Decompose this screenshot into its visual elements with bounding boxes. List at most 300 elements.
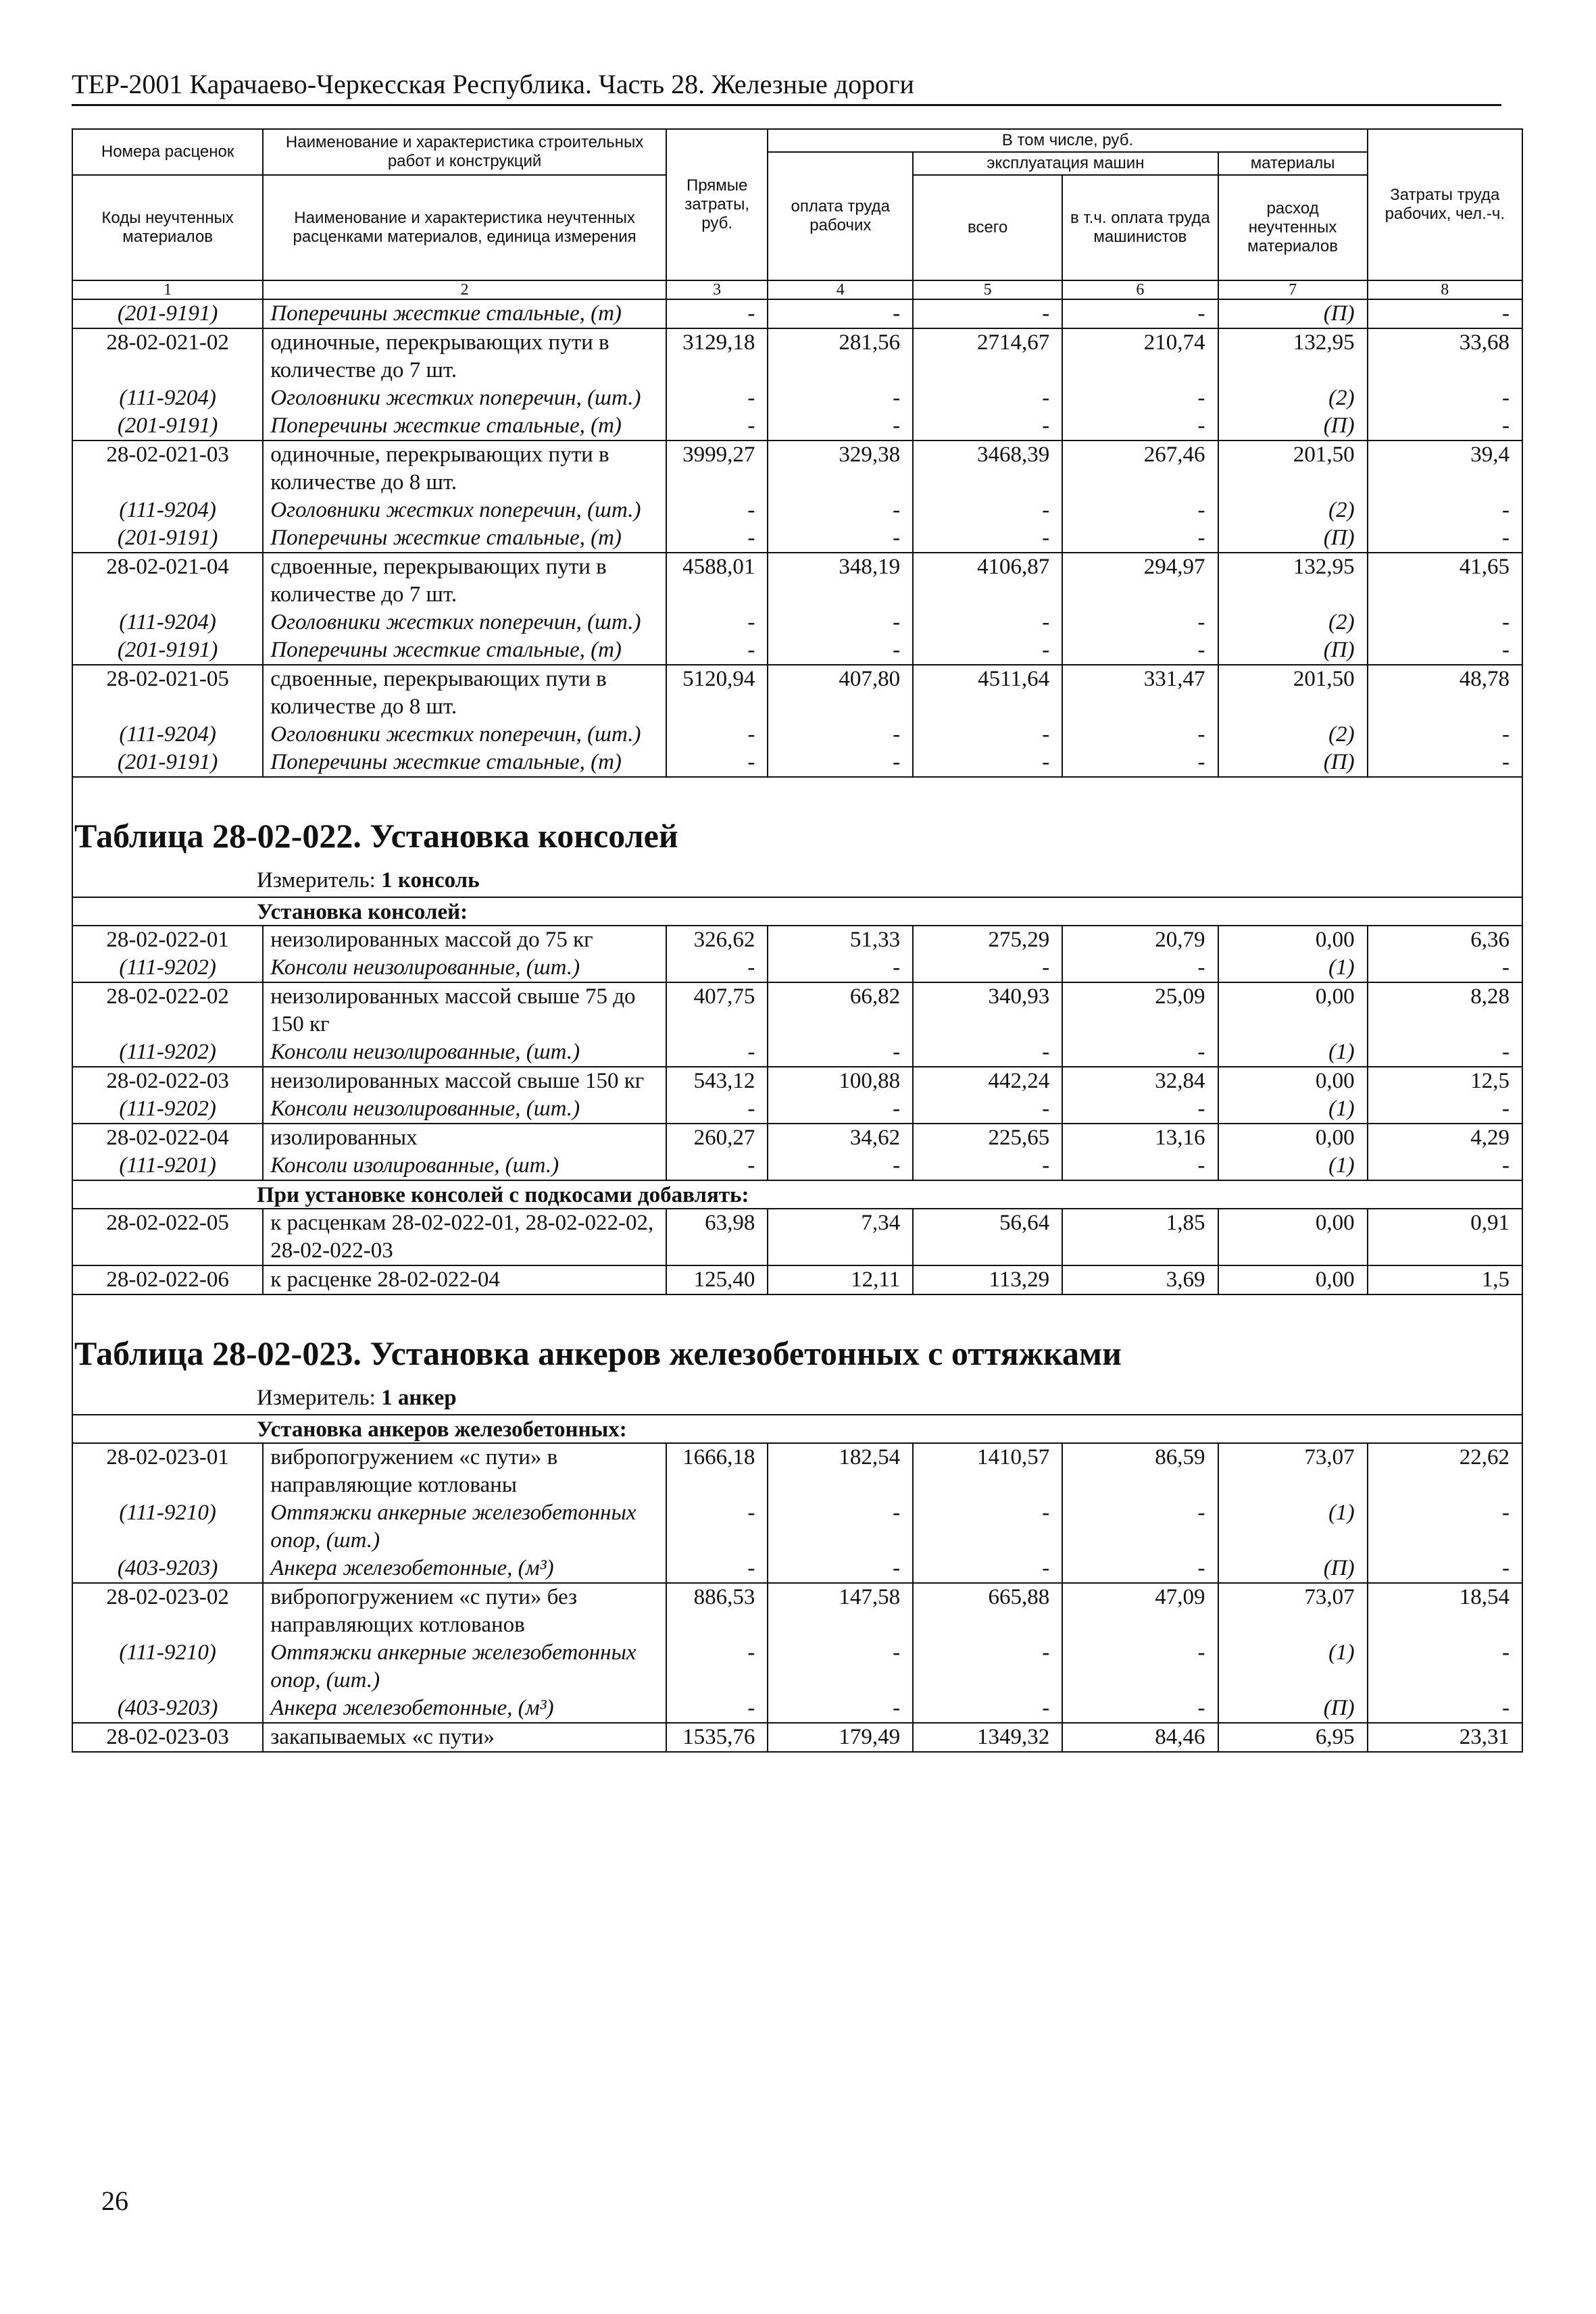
value-cell: 39,4 — [1368, 441, 1522, 497]
value-cell: - — [768, 1639, 913, 1694]
value-cell: 66,82 — [768, 982, 913, 1038]
value-cell: 73,07 — [1218, 1443, 1368, 1499]
value-cell: 331,47 — [1062, 665, 1218, 721]
rate-row — [72, 982, 1522, 1038]
value-cell: - — [768, 954, 913, 982]
rate-row — [72, 1443, 1522, 1499]
value-cell: - — [768, 609, 913, 636]
rate-row — [72, 665, 1522, 721]
value-cell: 201,50 — [1218, 441, 1368, 497]
work-description: вибропогружением «с пути» в направляющие котлованы — [263, 1443, 666, 1499]
value-cell: - — [913, 1095, 1062, 1124]
rate-code: 28-02-021-03 — [72, 441, 263, 497]
value-cell: (1) — [1218, 1639, 1368, 1694]
value-cell: - — [1368, 1499, 1522, 1555]
value-cell: 3,69 — [1062, 1265, 1218, 1294]
column-number: 6 — [1062, 280, 1218, 299]
rate-row — [72, 926, 1522, 954]
header-including: В том числе, руб. — [768, 129, 1367, 152]
rate-row — [72, 1583, 1522, 1639]
section-heading: Установка анкеров железобетонных: — [72, 1415, 1522, 1443]
value-cell: - — [666, 1095, 768, 1124]
header-machines: эксплуатация машин — [913, 152, 1218, 175]
value-cell: 8,28 — [1368, 982, 1522, 1038]
value-cell: - — [768, 1095, 913, 1124]
value-cell: - — [666, 1499, 768, 1555]
value-cell: - — [666, 524, 768, 553]
value-cell: - — [1062, 412, 1218, 441]
column-number: 3 — [666, 280, 768, 299]
value-cell: 12,5 — [1368, 1067, 1522, 1095]
value-cell: - — [913, 609, 1062, 636]
value-cell: 47,09 — [1062, 1583, 1218, 1639]
value-cell: - — [1368, 299, 1522, 328]
material-code: (201-9191) — [72, 299, 263, 328]
value-cell: - — [1062, 1095, 1218, 1124]
section-heading-row — [72, 1415, 1522, 1443]
material-row — [72, 954, 1522, 982]
material-name: Консоли неизолированные, (шт.) — [263, 954, 666, 982]
rate-row — [72, 441, 1522, 497]
header-materials: материалы — [1218, 152, 1368, 175]
unit-line — [257, 1386, 457, 1410]
work-description: неизолированных массой свыше 75 до 150 кг — [263, 982, 666, 1038]
value-cell: 3999,27 — [666, 441, 768, 497]
header-labor-pay: оплата труда рабочих — [768, 152, 913, 280]
header-col1-bottom: Коды неучтенных материалов — [72, 175, 263, 280]
value-cell: 275,29 — [913, 926, 1062, 954]
value-cell: 63,98 — [666, 1209, 768, 1265]
material-row — [72, 384, 1522, 412]
value-cell: 225,65 — [913, 1124, 1062, 1152]
column-number: 8 — [1368, 280, 1522, 299]
work-description: сдвоенные, перекрывающих пути в количестве до 8 шт. — [263, 665, 666, 721]
value-cell: - — [768, 299, 913, 328]
value-cell: - — [666, 1555, 768, 1583]
value-cell: - — [913, 299, 1062, 328]
section-heading: Установка консолей: — [72, 897, 1522, 926]
material-code: (111-9210) — [72, 1639, 263, 1694]
value-cell: 4588,01 — [666, 553, 768, 609]
value-cell: 0,00 — [1218, 1209, 1368, 1265]
unit-value: 1 анкер — [381, 1386, 457, 1410]
column-numbers-row — [72, 280, 1522, 299]
value-cell: - — [1062, 636, 1218, 665]
value-cell: 100,88 — [768, 1067, 913, 1095]
value-cell: - — [768, 749, 913, 777]
material-row — [72, 497, 1522, 524]
value-cell: 326,62 — [666, 926, 768, 954]
value-cell: 147,58 — [768, 1583, 913, 1639]
material-row — [72, 524, 1522, 553]
material-name: Оголовники жестких поперечин, (шт.) — [263, 609, 666, 636]
table-body — [72, 280, 1522, 1752]
value-cell: 340,93 — [913, 982, 1062, 1038]
value-cell: 0,00 — [1218, 982, 1368, 1038]
value-cell: 267,46 — [1062, 441, 1218, 497]
material-name: Оголовники жестких поперечин, (шт.) — [263, 384, 666, 412]
material-name: Оголовники жестких поперечин, (шт.) — [263, 721, 666, 749]
value-cell: (П) — [1218, 1694, 1368, 1723]
value-cell: - — [1368, 1694, 1522, 1723]
value-cell: - — [1062, 524, 1218, 553]
rate-code: 28-02-023-02 — [72, 1583, 263, 1639]
material-name: Анкера железобетонные, (м³) — [263, 1555, 666, 1583]
value-cell: - — [1062, 1555, 1218, 1583]
work-description: сдвоенные, перекрывающих пути в количестве до 7 шт. — [263, 553, 666, 609]
work-description: закапываемых «с пути» — [263, 1723, 666, 1752]
value-cell: 51,33 — [768, 926, 913, 954]
value-cell: - — [1062, 1639, 1218, 1694]
value-cell: - — [666, 636, 768, 665]
rate-code: 28-02-022-01 — [72, 926, 263, 954]
value-cell: - — [768, 1694, 913, 1723]
value-cell: - — [913, 1694, 1062, 1723]
material-code: (111-9204) — [72, 384, 263, 412]
header-col2-top: Наименование и характеристика строительных работ и конструкций — [263, 129, 666, 175]
material-code: (111-9204) — [72, 609, 263, 636]
material-row — [72, 1555, 1522, 1583]
column-number: 4 — [768, 280, 913, 299]
value-cell: - — [1368, 721, 1522, 749]
value-cell: 4,29 — [1368, 1124, 1522, 1152]
value-cell: - — [1368, 497, 1522, 524]
value-cell: 32,84 — [1062, 1067, 1218, 1095]
value-cell: (2) — [1218, 609, 1368, 636]
work-description: неизолированных массой до 75 кг — [263, 926, 666, 954]
rate-row — [72, 1265, 1522, 1294]
value-cell: (1) — [1218, 1038, 1368, 1067]
value-cell: 84,46 — [1062, 1723, 1218, 1752]
value-cell: 73,07 — [1218, 1583, 1368, 1639]
table-title-row — [72, 777, 1522, 865]
value-cell: 33,68 — [1368, 328, 1522, 384]
column-number: 1 — [72, 280, 263, 299]
value-cell: - — [1062, 609, 1218, 636]
value-cell: 1,85 — [1062, 1209, 1218, 1265]
value-cell: 18,54 — [1368, 1583, 1522, 1639]
value-cell: - — [666, 299, 768, 328]
value-cell: 543,12 — [666, 1067, 768, 1095]
material-code: (111-9210) — [72, 1499, 263, 1555]
value-cell: 886,53 — [666, 1583, 768, 1639]
value-cell: 86,59 — [1062, 1443, 1218, 1499]
value-cell: 348,19 — [768, 553, 913, 609]
header-machinists-pay: в т.ч. оплата труда машинистов — [1062, 175, 1218, 280]
value-cell: - — [666, 1694, 768, 1723]
value-cell: 260,27 — [666, 1124, 768, 1152]
value-cell: - — [666, 384, 768, 412]
value-cell: (1) — [1218, 1499, 1368, 1555]
value-cell: - — [666, 497, 768, 524]
value-cell: - — [1062, 1038, 1218, 1067]
value-cell: 3129,18 — [666, 328, 768, 384]
material-row — [72, 1152, 1522, 1180]
page-header — [72, 65, 1501, 106]
value-cell: 25,09 — [1062, 982, 1218, 1038]
section-heading-row — [72, 1180, 1522, 1209]
table-title: Таблица 28-02-023. Установка анкеров железобетонных с оттяжками — [72, 1294, 1522, 1383]
work-description: вибропогружением «с пути» без направляющих котлованов — [263, 1583, 666, 1639]
material-row — [72, 721, 1522, 749]
value-cell: 407,80 — [768, 665, 913, 721]
value-cell: - — [666, 954, 768, 982]
material-name: Поперечины жесткие стальные, (т) — [263, 636, 666, 665]
rate-row — [72, 1124, 1522, 1152]
value-cell: - — [666, 609, 768, 636]
value-cell: 113,29 — [913, 1265, 1062, 1294]
value-cell: (1) — [1218, 1152, 1368, 1180]
value-cell: 1410,57 — [913, 1443, 1062, 1499]
value-cell: 13,16 — [1062, 1124, 1218, 1152]
value-cell: - — [1368, 1555, 1522, 1583]
value-cell: (П) — [1218, 299, 1368, 328]
value-cell: 0,00 — [1218, 1124, 1368, 1152]
header-machines-total: всего — [913, 175, 1062, 280]
value-cell: 1535,76 — [666, 1723, 768, 1752]
value-cell: 12,11 — [768, 1265, 913, 1294]
value-cell: - — [768, 636, 913, 665]
material-name: Оголовники жестких поперечин, (шт.) — [263, 497, 666, 524]
material-code: (111-9204) — [72, 497, 263, 524]
value-cell: 329,38 — [768, 441, 913, 497]
value-cell: (П) — [1218, 1555, 1368, 1583]
value-cell: 442,24 — [913, 1067, 1062, 1095]
material-code: (201-9191) — [72, 524, 263, 553]
value-cell: 0,91 — [1368, 1209, 1522, 1265]
value-cell: 132,95 — [1218, 553, 1368, 609]
material-name: Оттяжки анкерные железобетонных опор, (шт.) — [263, 1499, 666, 1555]
value-cell: 125,40 — [666, 1265, 768, 1294]
header-col2-bottom: Наименование и характеристика неучтенных расценками материалов, единица измерения — [263, 175, 666, 280]
rate-row — [72, 553, 1522, 609]
rate-code: 28-02-022-06 — [72, 1265, 263, 1294]
value-cell: - — [1062, 1694, 1218, 1723]
value-cell: - — [666, 721, 768, 749]
material-name: Поперечины жесткие стальные, (т) — [263, 524, 666, 553]
material-code: (111-9202) — [72, 1038, 263, 1067]
rate-code: 28-02-021-04 — [72, 553, 263, 609]
work-description: изолированных — [263, 1124, 666, 1152]
value-cell: - — [913, 636, 1062, 665]
rate-code: 28-02-022-02 — [72, 982, 263, 1038]
material-name: Оттяжки анкерные железобетонных опор, (шт.) — [263, 1639, 666, 1694]
value-cell: 56,64 — [913, 1209, 1062, 1265]
section-heading: При установке консолей с подкосами добавлять: — [72, 1180, 1522, 1209]
value-cell: 1349,32 — [913, 1723, 1062, 1752]
value-cell: (П) — [1218, 636, 1368, 665]
material-row — [72, 1038, 1522, 1067]
value-cell: - — [1368, 1639, 1522, 1694]
unit-line — [257, 868, 480, 892]
header-direct-costs: Прямые затраты, руб. — [666, 129, 768, 280]
work-description: одиночные, перекрывающих пути в количестве до 7 шт. — [263, 328, 666, 384]
material-name: Анкера железобетонные, (м³) — [263, 1694, 666, 1723]
value-cell: 34,62 — [768, 1124, 913, 1152]
value-cell: - — [666, 412, 768, 441]
table-title: Таблица 28-02-022. Установка консолей — [72, 777, 1522, 865]
value-cell: - — [1368, 954, 1522, 982]
value-cell: 407,75 — [666, 982, 768, 1038]
value-cell: (П) — [1218, 412, 1368, 441]
value-cell: 6,36 — [1368, 926, 1522, 954]
unit-of-measure-row — [72, 865, 1522, 897]
value-cell: (1) — [1218, 954, 1368, 982]
material-code: (111-9201) — [72, 1152, 263, 1180]
unit-of-measure — [72, 1383, 1522, 1415]
value-cell: - — [1062, 497, 1218, 524]
value-cell: - — [913, 497, 1062, 524]
value-cell: - — [1062, 1499, 1218, 1555]
value-cell: 3468,39 — [913, 441, 1062, 497]
value-cell: - — [913, 1639, 1062, 1694]
value-cell: - — [1062, 954, 1218, 982]
value-cell: - — [913, 412, 1062, 441]
material-name: Консоли неизолированные, (шт.) — [263, 1095, 666, 1124]
value-cell: 281,56 — [768, 328, 913, 384]
rate-code: 28-02-023-03 — [72, 1723, 263, 1752]
rates-table — [72, 128, 1523, 1753]
table-header — [72, 129, 1522, 280]
material-code: (111-9202) — [72, 1095, 263, 1124]
work-description: одиночные, перекрывающих пути в количестве до 8 шт. — [263, 441, 666, 497]
value-cell: 48,78 — [1368, 665, 1522, 721]
table-title-row — [72, 1294, 1522, 1383]
value-cell: - — [1368, 524, 1522, 553]
material-row — [72, 1639, 1522, 1694]
column-number: 2 — [263, 280, 666, 299]
rate-code: 28-02-022-03 — [72, 1067, 263, 1095]
value-cell: (П) — [1218, 749, 1368, 777]
value-cell: 132,95 — [1218, 328, 1368, 384]
material-code: (201-9191) — [72, 749, 263, 777]
value-cell: - — [913, 1038, 1062, 1067]
value-cell: 182,54 — [768, 1443, 913, 1499]
unit-label: Измеритель: — [257, 868, 382, 892]
value-cell: - — [1368, 384, 1522, 412]
value-cell: 210,74 — [1062, 328, 1218, 384]
material-name: Консоли неизолированные, (шт.) — [263, 1038, 666, 1067]
value-cell: - — [913, 384, 1062, 412]
material-name: Поперечины жесткие стальные, (т) — [263, 412, 666, 441]
value-cell: - — [1062, 749, 1218, 777]
value-cell: - — [913, 749, 1062, 777]
material-code: (111-9202) — [72, 954, 263, 982]
rate-row — [72, 1723, 1522, 1752]
work-description: к расценке 28-02-022-04 — [263, 1265, 666, 1294]
material-name: Поперечины жесткие стальные, (т) — [263, 299, 666, 328]
material-row — [72, 636, 1522, 665]
unit-of-measure-row — [72, 1383, 1522, 1415]
value-cell: (2) — [1218, 497, 1368, 524]
value-cell: - — [913, 954, 1062, 982]
material-row — [72, 299, 1522, 328]
material-name: Поперечины жесткие стальные, (т) — [263, 749, 666, 777]
value-cell: 1,5 — [1368, 1265, 1522, 1294]
value-cell: - — [913, 1499, 1062, 1555]
value-cell: - — [666, 749, 768, 777]
value-cell: - — [1368, 636, 1522, 665]
rate-code: 28-02-022-04 — [72, 1124, 263, 1152]
value-cell: 201,50 — [1218, 665, 1368, 721]
value-cell: 1666,18 — [666, 1443, 768, 1499]
value-cell: - — [1368, 1152, 1522, 1180]
column-number: 5 — [913, 280, 1062, 299]
rate-row — [72, 1067, 1522, 1095]
material-code: (403-9203) — [72, 1694, 263, 1723]
material-code: (111-9204) — [72, 721, 263, 749]
work-description: к расценкам 28-02-022-01, 28-02-022-02, 28-02-022-03 — [263, 1209, 666, 1265]
section-heading-row — [72, 897, 1522, 926]
value-cell: - — [768, 384, 913, 412]
material-row — [72, 412, 1522, 441]
material-row — [72, 1095, 1522, 1124]
value-cell: - — [768, 1038, 913, 1067]
value-cell: 22,62 — [1368, 1443, 1522, 1499]
value-cell: - — [913, 1555, 1062, 1583]
value-cell: 2714,67 — [913, 328, 1062, 384]
material-row — [72, 749, 1522, 777]
value-cell: - — [913, 1152, 1062, 1180]
rate-code: 28-02-021-02 — [72, 328, 263, 384]
unit-of-measure — [72, 865, 1522, 897]
material-row — [72, 1694, 1522, 1723]
value-cell: - — [768, 1499, 913, 1555]
work-description: неизолированных массой свыше 150 кг — [263, 1067, 666, 1095]
unit-value: 1 консоль — [381, 868, 480, 892]
material-code: (403-9203) — [72, 1555, 263, 1583]
material-code: (201-9191) — [72, 412, 263, 441]
value-cell: - — [1062, 721, 1218, 749]
value-cell: 6,95 — [1218, 1723, 1368, 1752]
value-cell: - — [1368, 412, 1522, 441]
value-cell: - — [913, 721, 1062, 749]
material-row — [72, 609, 1522, 636]
rate-code: 28-02-021-05 — [72, 665, 263, 721]
value-cell: 0,00 — [1218, 1265, 1368, 1294]
value-cell: - — [768, 1555, 913, 1583]
value-cell: 20,79 — [1062, 926, 1218, 954]
value-cell: - — [768, 412, 913, 441]
column-number: 7 — [1218, 280, 1368, 299]
value-cell: - — [913, 524, 1062, 553]
value-cell: 665,88 — [913, 1583, 1062, 1639]
value-cell: - — [1368, 609, 1522, 636]
value-cell: - — [666, 1152, 768, 1180]
value-cell: - — [1368, 1038, 1522, 1067]
value-cell: 4511,64 — [913, 665, 1062, 721]
value-cell: - — [1062, 1152, 1218, 1180]
value-cell: - — [666, 1639, 768, 1694]
rate-code: 28-02-022-05 — [72, 1209, 263, 1265]
header-materials-unaccounted: расход неучтенных материалов — [1218, 175, 1368, 280]
value-cell: 0,00 — [1218, 1067, 1368, 1095]
rate-code: 28-02-023-01 — [72, 1443, 263, 1499]
material-row — [72, 1499, 1522, 1555]
value-cell: (1) — [1218, 1095, 1368, 1124]
rate-row — [72, 1209, 1522, 1265]
value-cell: - — [768, 497, 913, 524]
value-cell: 4106,87 — [913, 553, 1062, 609]
value-cell: - — [1062, 299, 1218, 328]
value-cell: - — [1062, 384, 1218, 412]
value-cell: - — [768, 524, 913, 553]
unit-label: Измеритель: — [257, 1386, 382, 1410]
material-code: (201-9191) — [72, 636, 263, 665]
value-cell: 5120,94 — [666, 665, 768, 721]
rate-row — [72, 328, 1522, 384]
value-cell: 23,31 — [1368, 1723, 1522, 1752]
